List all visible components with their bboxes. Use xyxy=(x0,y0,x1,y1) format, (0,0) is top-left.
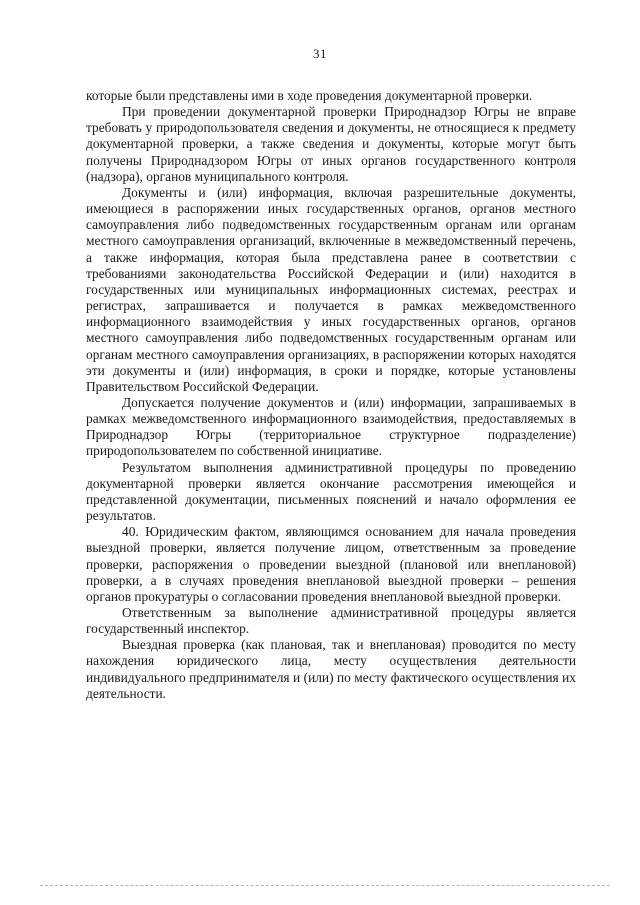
scan-edge-line xyxy=(40,885,610,888)
paragraph-interagency-documents: Документы и (или) информация, включая разрешительные документы, имеющиеся в распоряжении иных государственных органов, органов местного самоуправления либо подведомственных государственным органам или органам местного самоуправления организаций, включенные в межведомственный перечень, а также информация, которая была представлена ранее в соответствии с требованиями законодательства Российской Федерации и (или) находится в государственных или муниципальных информационных системах, реестрах и регистрах, запрашивается и получается в рамках межведомственного информационного взаимодействия у иных государственных органов, органов местного самоуправления либо подведомственных государственным органам или органам местного самоуправления организациях, в распоряжении которых находятся эти документы и (или) информация, в сроки и порядке, которые установлены Правительством Российской Федерации. xyxy=(86,184,576,394)
paragraph-continuation: которые были представлены ими в ходе проведения документарной проверки. xyxy=(86,88,533,103)
document-body xyxy=(86,88,576,702)
paragraph-documentary-check-restrictions: При проведении документарной проверки Природнадзор Югры не вправе требовать у природопользователя сведения и документы, не относящиеся к предмету документарной проверки, а также сведения и документы, которые могут быть получены Природнадзором Югры от иных органов государственного контроля (надзора), органов муниципального контроля. xyxy=(86,104,576,184)
paragraph-responsible-person: Ответственным за выполнение административной процедуры является государственный инспектор. xyxy=(86,605,576,637)
paragraph-item-40: 40. Юридическим фактом, являющимся основанием для начала проведения выездной проверки, является получение лицом, ответственным за проведение проверки, распоряжения о проведении выездной (плановой или внеплановой) проверки, а в случаях проведения внеплановой выездной проверки – решения органов прокуратуры о согласовании проведения внеплановой выездной проверки. xyxy=(86,524,576,604)
paragraph-own-initiative: Допускается получение документов и (или) информации, запрашиваемых в рамках межведомственного информационного взаимодействия, предоставляемых в Природнадзор Югры (территориальное структурное подразделение) природопользователем по собственной инициативе. xyxy=(86,394,576,459)
paragraph-documentary-check-result: Результатом выполнения административной процедуры по проведению документарной проверки является окончание рассмотрения имеющейся и представленной документации, письменных пояснений и начало оформления ее результатов. xyxy=(86,459,576,524)
page-number: 31 xyxy=(313,46,327,61)
paragraph-onsite-check-location: Выездная проверка (как плановая, так и внеплановая) проводится по месту нахождения юридического лица, месту осуществления деятельности индивидуального предпринимателя и (или) по месту фактического осуществления их деятельности. xyxy=(86,637,576,701)
